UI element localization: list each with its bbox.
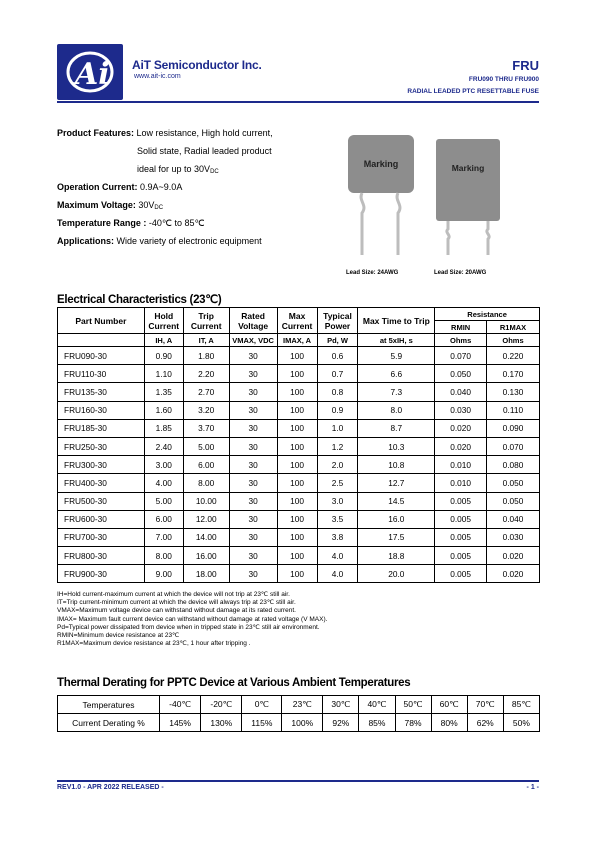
dc-subscript-2: DC — [154, 205, 164, 211]
value-cell: 0.020 — [487, 565, 540, 583]
value-cell: 0.030 — [487, 528, 540, 546]
value-cell: 30 — [229, 401, 277, 419]
footer-divider — [57, 780, 539, 782]
unit-cell: IH, A — [144, 334, 183, 347]
value-cell: 10.00 — [183, 492, 229, 510]
units-row — [58, 334, 540, 347]
value-cell: 3.20 — [183, 401, 229, 419]
unit-cell: IT, A — [183, 334, 229, 347]
lead-wire-2a — [447, 221, 449, 255]
product-features-line-1: Low resistance, High hold current, — [136, 128, 273, 138]
part-number-cell: FRU250-30 — [58, 437, 145, 455]
header-trip-current: Trip Current — [183, 308, 229, 334]
value-cell: 8.00 — [144, 547, 183, 565]
derating-cell: 62% — [467, 714, 503, 732]
temperature-cell: 0℃ — [242, 696, 282, 714]
marking-label-1: Marking — [363, 159, 399, 169]
temperature-row — [58, 696, 540, 714]
value-cell: 0.050 — [487, 474, 540, 492]
marking-label-2: Marking — [451, 163, 485, 173]
part-range: FRU090 THRU FRU900 — [468, 76, 539, 83]
lead-wire-2b — [487, 221, 489, 255]
table-row — [58, 547, 540, 565]
value-cell: 30 — [229, 437, 277, 455]
value-cell: 18.8 — [358, 547, 435, 565]
derating-cell: 145% — [160, 714, 201, 732]
value-cell: 5.00 — [144, 492, 183, 510]
unit-cell: VMAX, VDC — [229, 334, 277, 347]
value-cell: 1.60 — [144, 401, 183, 419]
applications-value: Wide variety of electronic equipment — [116, 236, 262, 246]
table-row — [58, 510, 540, 528]
value-cell: 0.005 — [435, 547, 487, 565]
value-cell: 30 — [229, 365, 277, 383]
operation-current-value: 0.9A~9.0A — [140, 182, 183, 192]
value-cell: 0.050 — [435, 365, 487, 383]
derating-cell: 115% — [242, 714, 282, 732]
value-cell: 0.8 — [317, 383, 358, 401]
dc-subscript: DC — [210, 169, 219, 175]
part-number-cell: FRU900-30 — [58, 565, 145, 583]
value-cell: 30 — [229, 347, 277, 365]
derating-cell: 78% — [395, 714, 431, 732]
value-cell: 3.5 — [317, 510, 358, 528]
value-cell: 100 — [277, 419, 317, 437]
value-cell: 0.6 — [317, 347, 358, 365]
header-part-number: Part Number — [58, 308, 145, 334]
temp-range-label: Temperature Range : — [57, 218, 147, 228]
part-number-cell: FRU300-30 — [58, 456, 145, 474]
part-number-cell: FRU700-30 — [58, 528, 145, 546]
value-cell: 18.00 — [183, 565, 229, 583]
value-cell: 1.80 — [183, 347, 229, 365]
part-number-cell: FRU090-30 — [58, 347, 145, 365]
temperature-cell: 50℃ — [395, 696, 431, 714]
value-cell: 0.005 — [435, 510, 487, 528]
value-cell: 0.030 — [435, 401, 487, 419]
value-cell: 0.110 — [487, 401, 540, 419]
temperature-cell: -20℃ — [201, 696, 242, 714]
value-cell: 30 — [229, 419, 277, 437]
table-row — [58, 565, 540, 583]
value-cell: 100 — [277, 437, 317, 455]
value-cell: 0.7 — [317, 365, 358, 383]
header-divider — [57, 101, 539, 103]
value-cell: 1.0 — [317, 419, 358, 437]
value-cell: 0.090 — [487, 419, 540, 437]
header-r1max: R1MAX — [487, 321, 540, 334]
value-cell: 0.9 — [317, 401, 358, 419]
value-cell: 0.020 — [487, 547, 540, 565]
value-cell: 6.00 — [144, 510, 183, 528]
current-derating-label: Current Derating % — [58, 714, 160, 732]
value-cell: 1.35 — [144, 383, 183, 401]
table-row — [58, 492, 540, 510]
value-cell: 10.3 — [358, 437, 435, 455]
thermal-derating-table — [57, 695, 540, 732]
value-cell: 2.40 — [144, 437, 183, 455]
value-cell: 8.00 — [183, 474, 229, 492]
value-cell: 2.70 — [183, 383, 229, 401]
value-cell: 3.0 — [317, 492, 358, 510]
temperature-cell: 40℃ — [359, 696, 395, 714]
temperature-cell: 85℃ — [503, 696, 539, 714]
part-number-cell: FRU800-30 — [58, 547, 145, 565]
temperatures-label: Temperatures — [58, 696, 160, 714]
value-cell: 0.010 — [435, 474, 487, 492]
value-cell: 0.080 — [487, 456, 540, 474]
note-r1max: R1MAX=Maximum device resistance at 23℃, 1 hour after tripping . — [57, 640, 251, 648]
value-cell: 100 — [277, 510, 317, 528]
value-cell: 4.0 — [317, 565, 358, 583]
value-cell: 2.5 — [317, 474, 358, 492]
value-cell: 10.8 — [358, 456, 435, 474]
lead-wire-1b — [397, 193, 400, 255]
value-cell: 8.0 — [358, 401, 435, 419]
company-logo — [57, 44, 123, 100]
temperature-cell: 23℃ — [282, 696, 323, 714]
definition-notes — [57, 591, 327, 648]
value-cell: 30 — [229, 492, 277, 510]
derating-cell: 130% — [201, 714, 242, 732]
value-cell: 100 — [277, 492, 317, 510]
max-voltage — [57, 200, 163, 211]
value-cell: 0.130 — [487, 383, 540, 401]
note-imax: IMAX= Maximum fault current device can withstand without damage at rated voltage (V MAX). — [57, 615, 328, 623]
note-ih: IH=Hold current-maximum current at which the device will not trip at 23℃ still air. — [57, 591, 290, 598]
table-row — [58, 347, 540, 365]
company-website[interactable]: www.ait-ic.com — [134, 73, 181, 80]
value-cell: 17.5 — [358, 528, 435, 546]
temperature-range — [57, 218, 205, 229]
value-cell: 14.5 — [358, 492, 435, 510]
unit-cell: Pd, W — [317, 334, 358, 347]
lead-wire-1a — [361, 193, 364, 255]
value-cell: 6.00 — [183, 456, 229, 474]
max-voltage-value: 30V — [138, 200, 155, 210]
value-cell: 20.0 — [358, 565, 435, 583]
note-pd: Pd=Typical power dissipated from device when in tripped state in 23℃ still air environment. — [57, 623, 320, 631]
part-number-cell: FRU160-30 — [58, 401, 145, 419]
value-cell: 16.0 — [358, 510, 435, 528]
operation-current-label: Operation Current: — [57, 182, 138, 192]
value-cell: 0.020 — [435, 437, 487, 455]
value-cell: 0.220 — [487, 347, 540, 365]
part-code: FRU — [512, 58, 539, 73]
header-typical-power: Typical Power — [317, 308, 358, 334]
value-cell: 30 — [229, 383, 277, 401]
value-cell: 16.00 — [183, 547, 229, 565]
table-row — [58, 528, 540, 546]
value-cell: 0.010 — [435, 456, 487, 474]
max-voltage-label: Maximum Voltage: — [57, 200, 136, 210]
value-cell: 9.00 — [144, 565, 183, 583]
value-cell: 4.0 — [317, 547, 358, 565]
value-cell: 2.20 — [183, 365, 229, 383]
table-row — [58, 474, 540, 492]
value-cell: 5.00 — [183, 437, 229, 455]
part-number-cell: FRU135-30 — [58, 383, 145, 401]
thermal-derating-title: Thermal Derating for PPTC Device at Various Ambient Temperatures — [57, 677, 411, 689]
product-features-label: Product Features: — [57, 128, 135, 138]
temp-range-value: -40℃ to 85℃ — [148, 218, 205, 228]
value-cell: 30 — [229, 474, 277, 492]
table-row — [58, 383, 540, 401]
header-max-time-to-trip: Max Time to Trip — [358, 308, 435, 334]
derating-cell: 92% — [323, 714, 359, 732]
temperature-cell: 60℃ — [431, 696, 467, 714]
value-cell: 100 — [277, 547, 317, 565]
note-rmin: RMIN=Minimum device resistance at 23℃ — [57, 632, 180, 640]
value-cell: 0.005 — [435, 528, 487, 546]
value-cell: 100 — [277, 347, 317, 365]
applications — [57, 236, 262, 246]
value-cell: 4.00 — [144, 474, 183, 492]
derating-cell: 100% — [282, 714, 323, 732]
header-resistance: Resistance — [435, 308, 540, 321]
value-cell: 30 — [229, 547, 277, 565]
value-cell: 1.10 — [144, 365, 183, 383]
electrical-table-body — [58, 347, 540, 583]
component-body-2 — [436, 139, 500, 221]
temperature-cell: -40℃ — [160, 696, 201, 714]
derating-cell: 85% — [359, 714, 395, 732]
value-cell: 3.00 — [144, 456, 183, 474]
value-cell: 100 — [277, 365, 317, 383]
header-rmin: RMIN — [435, 321, 487, 334]
value-cell: 100 — [277, 565, 317, 583]
part-number-cell: FRU400-30 — [58, 474, 145, 492]
header-rated-voltage: Rated Voltage — [229, 308, 277, 334]
value-cell: 100 — [277, 528, 317, 546]
temperature-cell: 30℃ — [323, 696, 359, 714]
part-number-cell: FRU110-30 — [58, 365, 145, 383]
lead-size-20awg: Lead Size: 20AWG — [434, 270, 487, 276]
note-it: IT=Trip current-minimum current at which the device will always trip at 23℃ still air. — [57, 599, 296, 607]
component-illustration — [340, 125, 540, 280]
value-cell: 0.070 — [487, 437, 540, 455]
part-number-cell: FRU185-30 — [58, 419, 145, 437]
page-number: - 1 - — [526, 784, 539, 791]
value-cell: 6.6 — [358, 365, 435, 383]
electrical-characteristics-table — [57, 307, 540, 583]
value-cell: 1.2 — [317, 437, 358, 455]
table-row — [58, 456, 540, 474]
value-cell: 100 — [277, 456, 317, 474]
product-features-line-2: Solid state, Radial leaded product — [137, 146, 272, 156]
logo-lettering: Ai — [75, 57, 110, 92]
company-name: AiT Semiconductor Inc. — [132, 58, 262, 72]
unit-cell: Ohms — [435, 334, 487, 347]
value-cell: 0.005 — [435, 565, 487, 583]
value-cell: 0.90 — [144, 347, 183, 365]
value-cell: 100 — [277, 383, 317, 401]
applications-label: Applications: — [57, 236, 115, 246]
lead-size-24awg: Lead Size: 24AWG — [346, 270, 399, 276]
revision-info: REV1.0 - APR 2022 RELEASED - — [57, 784, 164, 791]
value-cell: 7.00 — [144, 528, 183, 546]
temperature-cell: 70℃ — [467, 696, 503, 714]
operation-current — [57, 182, 182, 192]
unit-cell: at 5xIH, s — [358, 334, 435, 347]
value-cell: 2.0 — [317, 456, 358, 474]
electrical-characteristics-title: Electrical Characteristics (23℃) — [57, 294, 222, 306]
unit-cell-blank — [58, 334, 145, 347]
value-cell: 0.170 — [487, 365, 540, 383]
product-features — [57, 128, 273, 138]
product-features-line-3: ideal for up to 30V — [137, 164, 211, 174]
note-vmax: VMAX=Maximum voltage device can withstand without damage at its rated current. — [57, 607, 296, 615]
table-row — [58, 437, 540, 455]
value-cell: 0.005 — [435, 492, 487, 510]
value-cell: 0.040 — [487, 510, 540, 528]
value-cell: 12.7 — [358, 474, 435, 492]
derating-cell: 80% — [431, 714, 467, 732]
value-cell: 12.00 — [183, 510, 229, 528]
value-cell: 5.9 — [358, 347, 435, 365]
value-cell: 0.020 — [435, 419, 487, 437]
product-features-line-3-wrap — [137, 164, 219, 175]
value-cell: 100 — [277, 474, 317, 492]
value-cell: 7.3 — [358, 383, 435, 401]
value-cell: 30 — [229, 510, 277, 528]
value-cell: 30 — [229, 456, 277, 474]
value-cell: 0.070 — [435, 347, 487, 365]
header-max-current: Max Current — [277, 308, 317, 334]
part-number-cell: FRU500-30 — [58, 492, 145, 510]
part-number-cell: FRU600-30 — [58, 510, 145, 528]
unit-cell: Ohms — [487, 334, 540, 347]
table-row — [58, 401, 540, 419]
part-description: RADIAL LEADED PTC RESETTABLE FUSE — [407, 88, 539, 95]
value-cell: 30 — [229, 565, 277, 583]
derating-cell: 50% — [503, 714, 539, 732]
table-row — [58, 419, 540, 437]
derating-row — [58, 714, 540, 732]
value-cell: 14.00 — [183, 528, 229, 546]
header-hold-current: Hold Current — [144, 308, 183, 334]
value-cell: 30 — [229, 528, 277, 546]
value-cell: 0.050 — [487, 492, 540, 510]
unit-cell: IMAX, A — [277, 334, 317, 347]
value-cell: 3.8 — [317, 528, 358, 546]
value-cell: 3.70 — [183, 419, 229, 437]
table-row — [58, 365, 540, 383]
value-cell: 8.7 — [358, 419, 435, 437]
value-cell: 100 — [277, 401, 317, 419]
value-cell: 1.85 — [144, 419, 183, 437]
value-cell: 0.040 — [435, 383, 487, 401]
